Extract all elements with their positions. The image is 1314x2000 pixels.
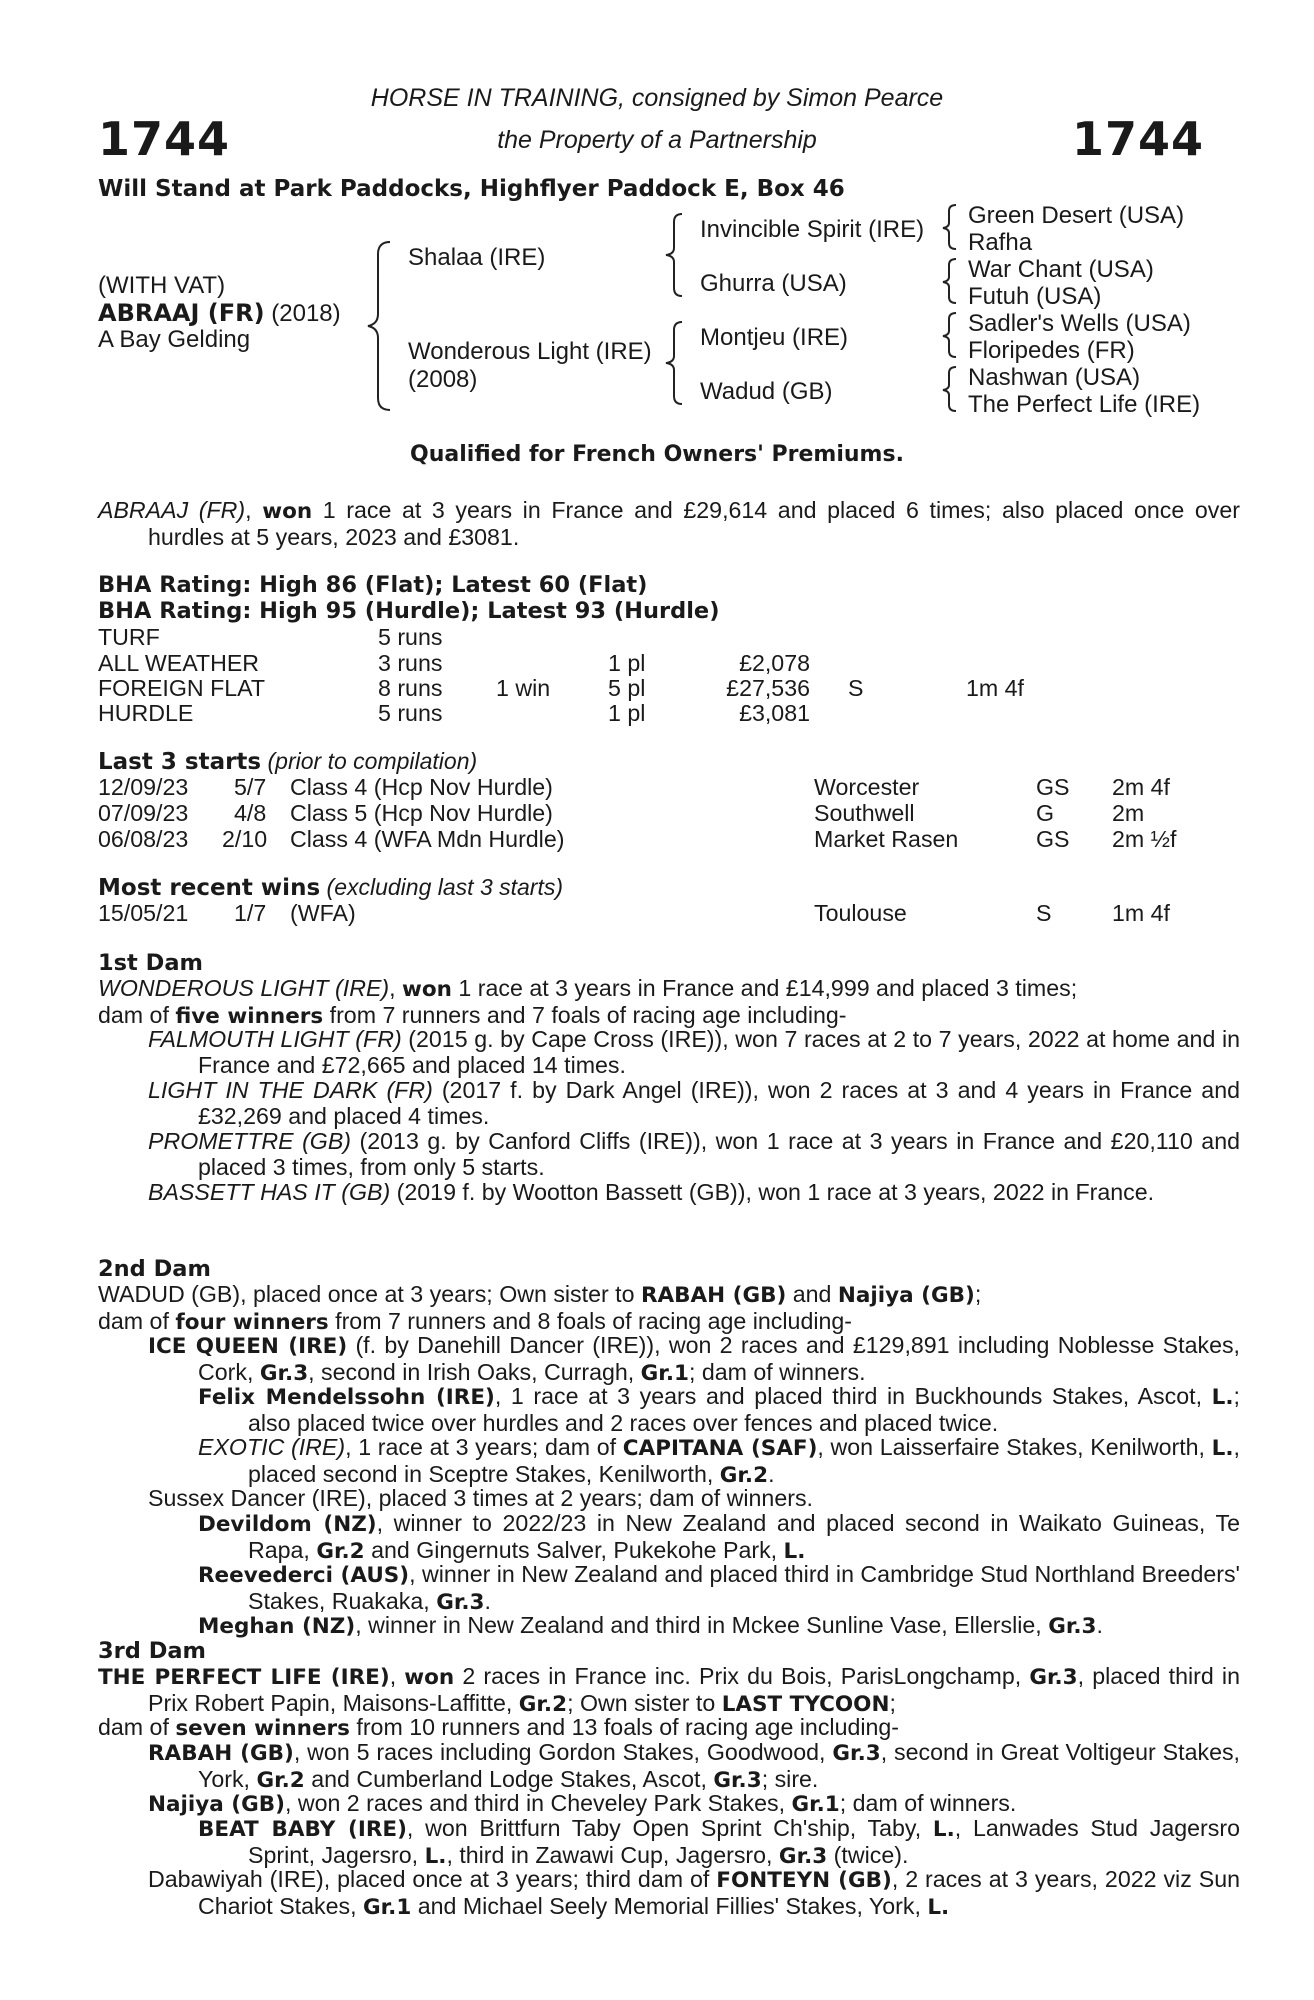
list-item: PROMETTRE (GB) (2013 g. by Canford Cliffs (IRE)), won 1 race at 3 years in France and £20,110 and placed 3 times, from only 5 starts. (148, 1128, 1240, 1180)
dam1-record: WONDEROUS LIGHT (IRE), won 1 race at 3 years in France and £14,999 and placed 3 times; dam of five winners from 7 runners and 7 foals of racing age including- (98, 975, 1078, 1029)
horse-name-line (98, 299, 341, 328)
ped-ddd: The Perfect Life (IRE) (968, 391, 1201, 418)
list-item: ICE QUEEN (IRE) (f. by Danehill Dancer (IRE)), won 2 races and £129,891 including Noblesse Stakes, Cork, Gr.3, second in Irish Oaks, Curragh, Gr.1; dam of winners. (148, 1332, 1240, 1386)
list-item: Reevederci (AUS), winner in New Zealand and placed third in Cambridge Stud Northland Breeders' Stakes, Ruakaka, Gr.3. (198, 1561, 1240, 1615)
lot-number-right: 1744 (1071, 112, 1204, 166)
dam2-heading: 2nd Dam (98, 1256, 211, 1282)
horse-year: (2018) (271, 300, 341, 327)
dam3-record: THE PERFECT LIFE (IRE), won 2 races in France inc. Prix du Bois, ParisLongchamp, Gr.3, placed third in Prix Robert Papin, Maisons-Laffitte, Gr.2; Own sister to LAST TYCOON; (98, 1663, 1240, 1717)
brace-ss (938, 203, 962, 251)
list-item: BEAT BABY (IRE), won Brittfurn Taby Open Sprint Ch'ship, Taby, L., Lanwades Stud Jagersro Sprint, Jagersro, L., third in Zawawi Cup, Jagersro, Gr.3 (twice). (198, 1815, 1240, 1869)
list-item: Najiya (GB), won 2 races and third in Cheveley Park Stakes, Gr.1; dam of winners. (148, 1790, 1017, 1817)
consignor-line: HORSE IN TRAINING, consigned by Simon Pearce (370, 84, 944, 112)
ped-dds: Nashwan (USA) (968, 364, 1141, 391)
list-item: FALMOUTH LIGHT (FR) (2015 g. by Cape Cross (IRE)), won 7 races at 2 to 7 years, 2022 at home and in France and £72,665 and placed 14 times. (148, 1026, 1240, 1078)
brace-dam-parents (660, 320, 690, 406)
brace-sd (938, 257, 962, 305)
recent-wins-heading: Most recent wins (excluding last 3 starts) (98, 874, 564, 901)
horse-description: A Bay Gelding (98, 326, 251, 353)
brace-dd (938, 365, 962, 413)
list-item: BASSETT HAS IT (GB) (2019 f. by Wootton Bassett (GB)), won 1 race at 3 years, 2022 in France. (148, 1179, 1155, 1205)
ped-ssd: Rafha (968, 229, 1033, 256)
sire-name: Shalaa (IRE) (408, 244, 546, 271)
list-item: LIGHT IN THE DARK (FR) (2017 f. by Dark Angel (IRE)), won 2 races at 3 and 4 years in France and £32,269 and placed 4 times. (148, 1077, 1240, 1129)
ped-dsd: Floripedes (FR) (968, 337, 1135, 364)
list-item: Felix Mendelssohn (IRE), 1 race at 3 years and placed third in Buckhounds Stakes, Ascot, L.; also placed twice over hurdles and 2 races over fences and placed twice. (198, 1383, 1240, 1436)
dam1-heading: 1st Dam (98, 950, 203, 976)
dam2-record: WADUD (GB), placed once at 3 years; Own sister to RABAH (GB) and Najiya (GB); dam of four winners from 7 runners and 8 foals of racing age including- (98, 1281, 982, 1335)
list-item: Sussex Dancer (IRE), placed 3 times at 2 years; dam of winners. (148, 1485, 813, 1511)
dam-name: Wonderous Light (IRE) (408, 338, 652, 365)
location-line: Will Stand at Park Paddocks, Highflyer Paddock E, Box 46 (98, 176, 845, 202)
sire-sire: Invincible Spirit (IRE) (700, 216, 925, 243)
ped-sds: War Chant (USA) (968, 256, 1154, 283)
list-item: RABAH (GB), won 5 races including Gordon Stakes, Goodwood, Gr.3, second in Great Voltigeur Stakes, York, Gr.2 and Cumberland Lodge Stakes, Ascot, Gr.3; sire. (148, 1739, 1240, 1793)
lot-number-left: 1744 (98, 112, 231, 166)
property-line: the Property of a Partnership (497, 126, 817, 154)
dam3-produce-intro: dam of seven winners from 10 runners and 13 foals of racing age including- (98, 1714, 900, 1741)
dam3-heading: 3rd Dam (98, 1638, 206, 1664)
brace-sire-dam (360, 240, 400, 412)
dam-year: (2008) (408, 366, 478, 393)
dam-dam: Wadud (GB) (700, 378, 833, 405)
qualified-note: Qualified for French Owners' Premiums. (410, 442, 904, 467)
ped-dss: Sadler's Wells (USA) (968, 310, 1191, 337)
rating-flat: BHA Rating: High 86 (Flat); Latest 60 (Flat) (98, 572, 648, 598)
race-summary: ABRAAJ (FR), won 1 race at 3 years in France and £29,614 and placed 6 times; also placed once over hurdles at 5 years, 2023 and £3081. (98, 497, 1240, 550)
sire-dam: Ghurra (USA) (700, 270, 847, 297)
dam-sire: Montjeu (IRE) (700, 324, 849, 351)
brace-ds (938, 311, 962, 359)
last3-heading: Last 3 starts (prior to compilation) (98, 748, 478, 775)
horse-name: ABRAAJ (FR) (98, 299, 265, 327)
list-item: Dabawiyah (IRE), placed once at 3 years; third dam of FONTEYN (GB), 2 races at 3 years, 2022 viz Sun Chariot Stakes, Gr.1 and Michael Seely Memorial Fillies' Stakes, York, L. (148, 1866, 1241, 1920)
list-item: Meghan (NZ), winner in New Zealand and third in Mckee Sunline Vase, Ellerslie, Gr.3. (198, 1612, 1103, 1639)
brace-sire-parents (660, 212, 690, 298)
vat-label: (WITH VAT) (98, 272, 226, 299)
ped-sdd: Futuh (USA) (968, 283, 1102, 310)
list-item: EXOTIC (IRE), 1 race at 3 years; dam of CAPITANA (SAF), won Laisserfaire Stakes, Kenilworth, L., placed second in Sceptre Stakes, Kenilworth, Gr.2. (198, 1434, 1240, 1488)
ped-sss: Green Desert (USA) (968, 202, 1185, 229)
list-item: Devildom (NZ), winner to 2022/23 in New Zealand and placed second in Waikato Guineas, Te Rapa, Gr.2 and Gingernuts Salver, Pukekohe Park, L. (198, 1510, 1240, 1564)
rating-hurdle: BHA Rating: High 95 (Hurdle); Latest 93 (Hurdle) (98, 598, 720, 624)
